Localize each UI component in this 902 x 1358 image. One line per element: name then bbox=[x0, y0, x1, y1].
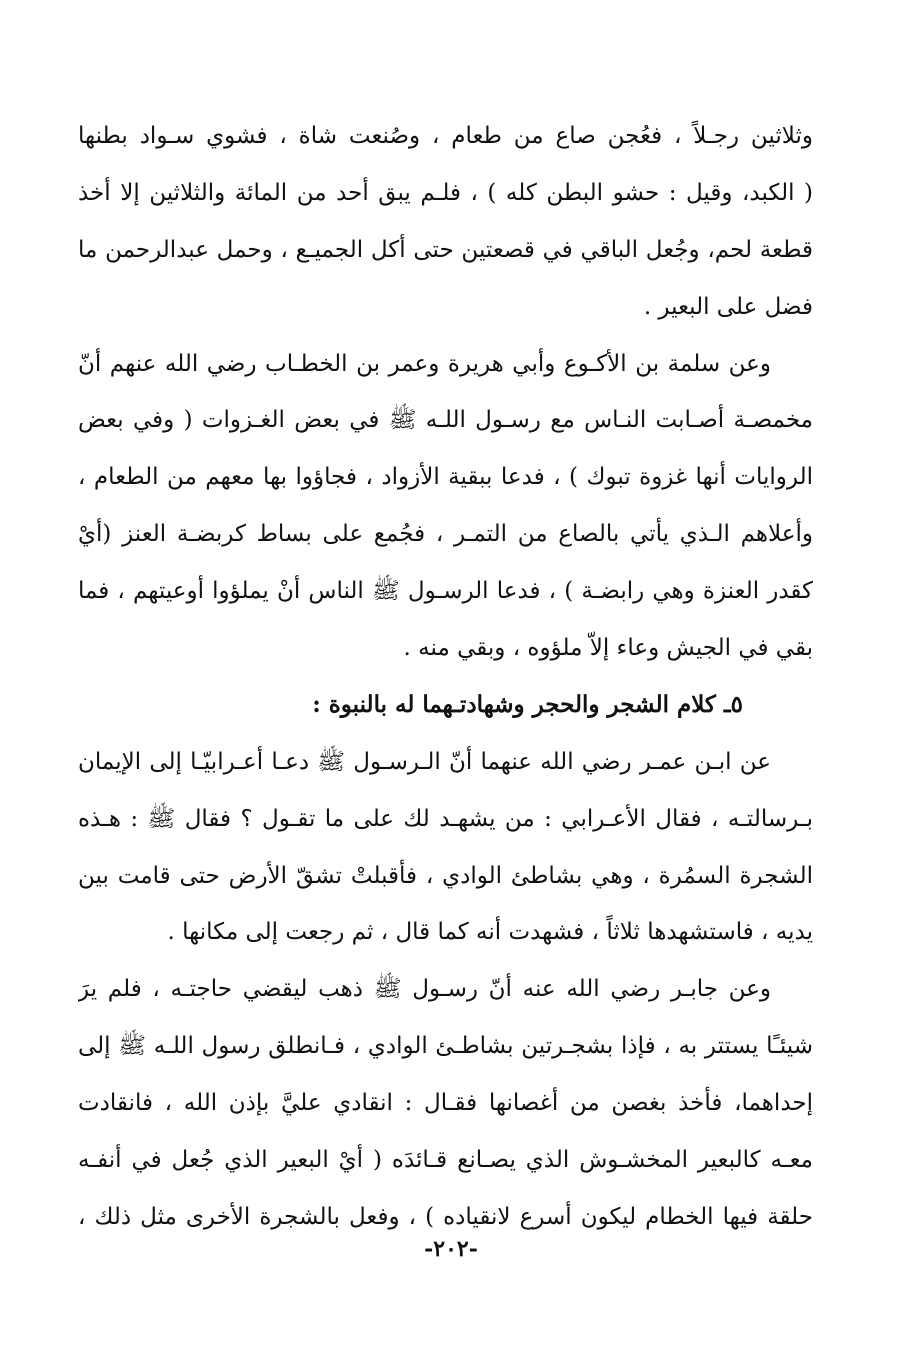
text-line-18: إحداهما، فأخذ بغصن من أغصانها فقـال : انقادي عليَّ بإذن الله ، فانقادت bbox=[78, 1090, 813, 1117]
body-text bbox=[78, 108, 813, 1246]
text-line-9: كقدر العنزة وهي رابضـة ) ، فدعا الرسـول ﷺ الناس أنْ يملؤوا أوعيتهم ، فما bbox=[78, 578, 813, 605]
text-line-8: وأعلاهم الـذي يأتي بالصاع من التمـر ، فجُمع على بساط كربضـة العنز (أيْ bbox=[78, 521, 813, 548]
text-line-14: الشجرة السمُرة ، وهي بشاطئ الوادي ، فأقبلتْ تشقّ الأرض حتى قامت بين bbox=[78, 862, 813, 889]
text-line-16: وعن جابـر رضي الله عنه أنّ رسـول ﷺ ذهب ليقضي حاجتـه ، فلم يرَ bbox=[78, 976, 771, 1003]
section-heading: ٥ـ كلام الشجر والحجر وشهادتـهما له بالنبوة : bbox=[312, 690, 743, 718]
text-line-15: يديه ، فاستشهدها ثلاثاً ، فشهدت أنه كما قال ، ثم رجعت إلى مكانها . bbox=[167, 919, 813, 946]
text-line-4: فضل على البعير . bbox=[643, 293, 813, 320]
text-line-13: بـرسالتـه ، فقال الأعـرابي : من يشهـد لك على ما تقـول ؟ فقال ﷺ : هـذه bbox=[78, 805, 813, 832]
text-line-6: مخمصـة أصـابت النـاس مع رسـول اللـه ﷺ في بعض الغـزوات ( وفي بعض bbox=[78, 407, 813, 434]
text-line-20: حلقة فيها الخطام ليكون أسرع لانقياده ) ، وفعل بالشجرة الأخرى مثل ذلك ، bbox=[78, 1203, 813, 1230]
text-line-3: قطعة لحم، وجُعل الباقي في قصعتين حتى أكل الجميـع ، وحمل عبدالرحمن ما bbox=[78, 236, 813, 263]
text-line-7: الروايات أنها غزوة تبوك ) ، فدعا ببقية الأزواد ، فجاؤوا بها معهم من الطعام ، bbox=[78, 464, 813, 491]
text-line-1: وثلاثين رجـلاً ، فعُجن صاع من طعام ، وصُنعت شاة ، فشوي سـواد بطنها bbox=[78, 123, 813, 149]
text-line-10: بقي في الجيش وعاء إلاّ ملؤوه ، وبقي منه . bbox=[403, 635, 813, 662]
text-line-17: شيئـًا يستتر به ، فإذا بشجـرتين بشاطـئ الوادي ، فـانطلق رسول اللـه ﷺ إلى bbox=[78, 1033, 813, 1060]
text-line-2: ( الكبد، وقيل : حشو البطن كله ) ، فلـم يبق أحد من المائة والثلاثين إلا أخذ bbox=[78, 179, 813, 206]
text-line-19: معـه كالبعير المخشـوش الذي يصـانع قـائدَه ( أيْ البعير الذي جُعل في أنفـه bbox=[78, 1147, 813, 1174]
text-line-5: وعن سلمة بن الأكـوع وأبي هريرة وعمر بن الخطـاب رضي الله عنهم أنّ bbox=[78, 350, 771, 377]
text-line-12: عن ابـن عمـر رضي الله عنهما أنّ الـرسـول ﷺ دعـا أعـرابيّـا إلى الإيمان bbox=[78, 748, 771, 775]
page-number: -٢٠٢- bbox=[424, 1236, 478, 1262]
